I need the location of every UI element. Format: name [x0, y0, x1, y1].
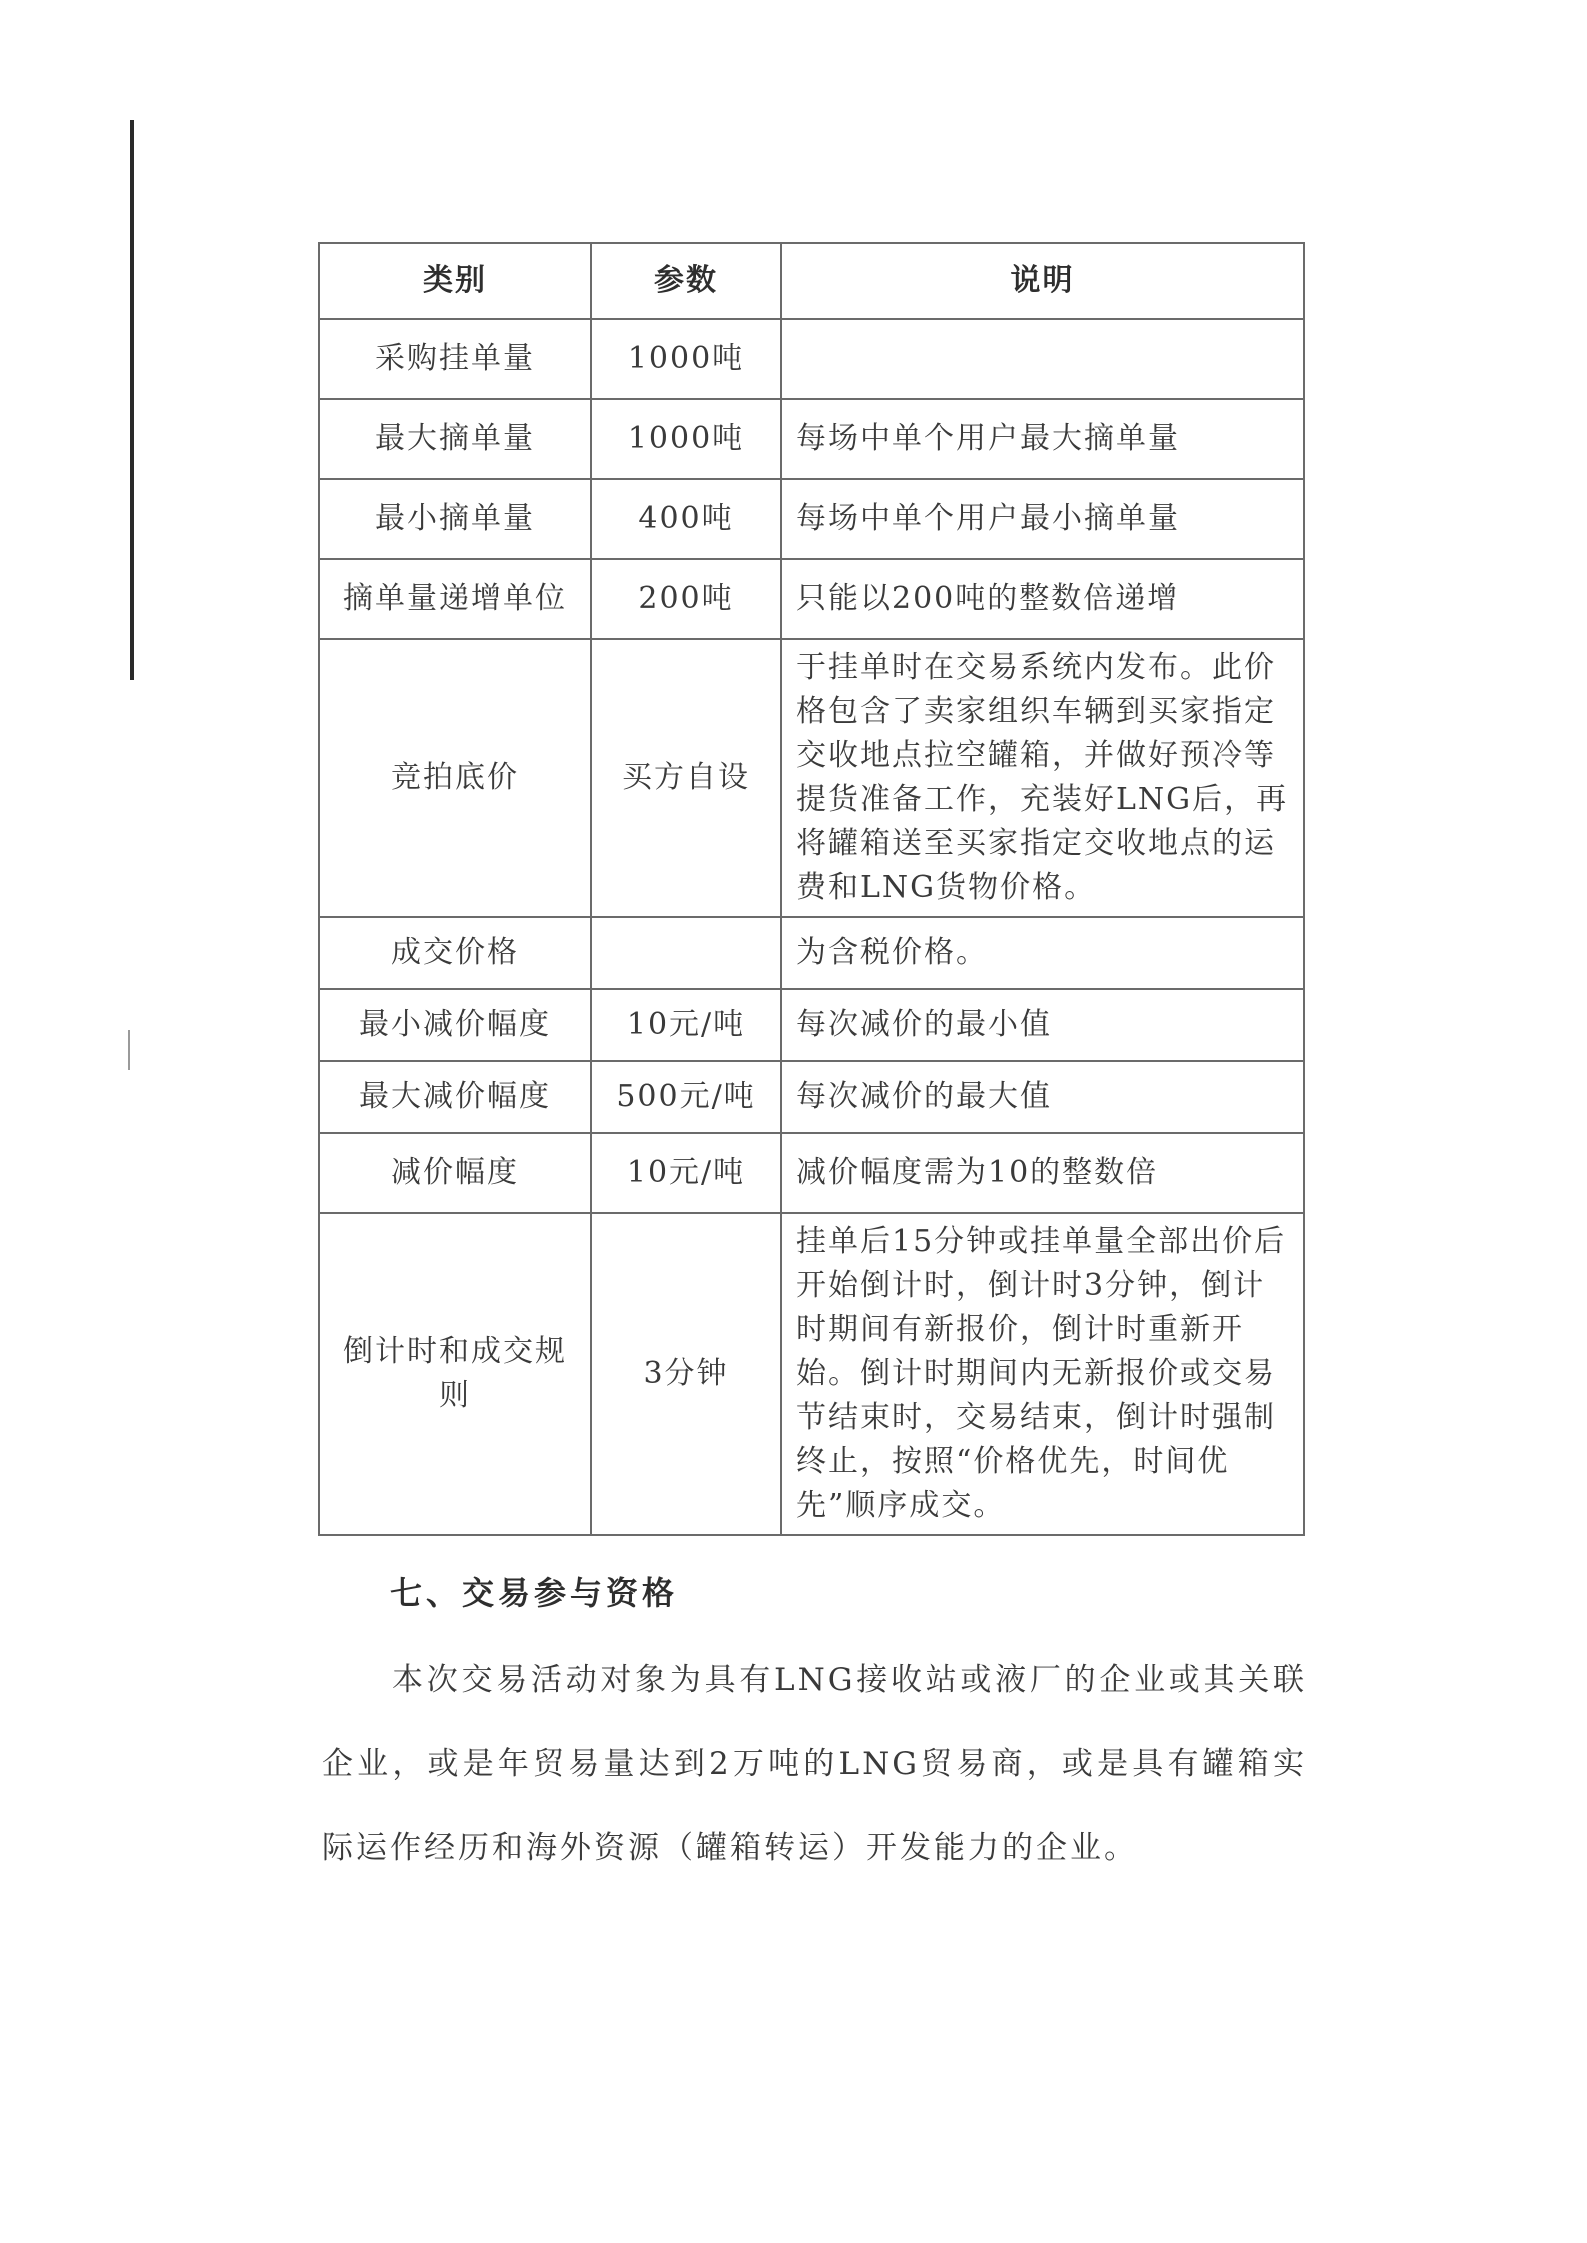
table-row: [319, 1133, 1304, 1213]
cell-category: 竞拍底价: [319, 639, 591, 917]
table-row: [319, 917, 1304, 989]
cell-desc: 每次减价的最大值: [781, 1061, 1304, 1133]
cell-param: 3分钟: [591, 1213, 781, 1535]
scan-edge-mark: [128, 1030, 130, 1070]
cell-desc: 挂单后15分钟或挂单量全部出价后开始倒计时，倒计时3分钟，倒计时期间有新报价，倒计时重新开始。倒计时期间内无新报价或交易节结束时，交易结束，倒计时强制终止，按照“价格优先，时间优先”顺序成交。: [781, 1213, 1304, 1535]
cell-param: 买方自设: [591, 639, 781, 917]
header-category: 类别: [319, 243, 591, 319]
cell-param: 400吨: [591, 479, 781, 559]
table-row: [319, 1061, 1304, 1133]
cell-param: 10元/吨: [591, 989, 781, 1061]
header-desc: 说明: [781, 243, 1304, 319]
table-row: [319, 479, 1304, 559]
cell-param: 1000吨: [591, 319, 781, 399]
table-row: [319, 1213, 1304, 1535]
table-row: [319, 639, 1304, 917]
cell-desc: 为含税价格。: [781, 917, 1304, 989]
cell-category: 摘单量递增单位: [319, 559, 591, 639]
cell-desc: 每场中单个用户最大摘单量: [781, 399, 1304, 479]
cell-param: [591, 917, 781, 989]
cell-category: 成交价格: [319, 917, 591, 989]
section-paragraph: 本次交易活动对象为具有LNG接收站或液厂的企业或其关联企业，或是年贸易量达到2万吨的LNG贸易商，或是具有罐箱实际运作经历和海外资源（罐箱转运）开发能力的企业。: [322, 1662, 1307, 1866]
cell-category: 采购挂单量: [319, 319, 591, 399]
parameter-table: [318, 242, 1305, 1536]
cell-desc: 每场中单个用户最小摘单量: [781, 479, 1304, 559]
cell-category: 倒计时和成交规则: [319, 1213, 591, 1535]
cell-desc: [781, 319, 1304, 399]
cell-category: 最小摘单量: [319, 479, 591, 559]
cell-desc: 每次减价的最小值: [781, 989, 1304, 1061]
cell-param: 1000吨: [591, 399, 781, 479]
header-param: 参数: [591, 243, 781, 319]
cell-desc: 于挂单时在交易系统内发布。此价格包含了卖家组织车辆到买家指定交收地点拉空罐箱，并做好预冷等提货准备工作，充装好LNG后，再将罐箱送至买家指定交收地点的运费和LNG货物价格。: [781, 639, 1304, 917]
table-row: [319, 319, 1304, 399]
scan-edge-mark: [130, 120, 134, 680]
table-header-row: [319, 243, 1304, 319]
section-heading: 七、交易参与资格: [390, 1574, 679, 1612]
cell-desc: 只能以200吨的整数倍递增: [781, 559, 1304, 639]
table-row: [319, 399, 1304, 479]
cell-category: 最大减价幅度: [319, 1061, 591, 1133]
cell-param: 500元/吨: [591, 1061, 781, 1133]
cell-param: 10元/吨: [591, 1133, 781, 1213]
cell-param: 200吨: [591, 559, 781, 639]
table-row: [319, 989, 1304, 1061]
cell-category: 减价幅度: [319, 1133, 591, 1213]
cell-category: 最小减价幅度: [319, 989, 591, 1061]
table-row: [319, 559, 1304, 639]
cell-category: 最大摘单量: [319, 399, 591, 479]
cell-desc: 减价幅度需为10的整数倍: [781, 1133, 1304, 1213]
